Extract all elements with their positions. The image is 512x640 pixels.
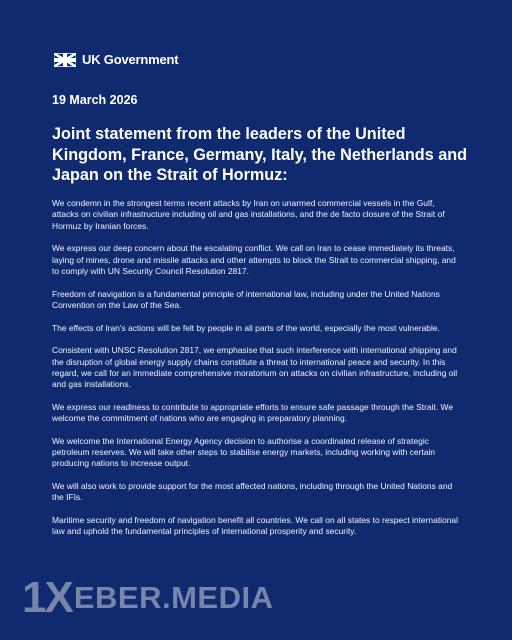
- statement-body: [52, 198, 462, 549]
- watermark-text: EBER.MEDIA: [73, 580, 274, 615]
- paragraph: Freedom of navigation is a fundamental principle of international law, including under the United Nations Convention on the Law of the Sea.: [52, 288, 440, 310]
- paragraph: We will also work to provide support for the most affected nations, including through the United Nations and the IFIs.: [52, 481, 453, 503]
- statement-title: Joint statement from the leaders of the United Kingdom, France, Germany, Italy, the Netherlands and Japan on the Strait of Hormuz:: [52, 125, 467, 184]
- union-flag-icon: [54, 53, 76, 67]
- uk-government-logo[interactable]: [54, 52, 178, 67]
- paragraph: Consistent with UNSC Resolution 2817, we emphasise that such interference with international shipping and the disruption of global energy supply chains constitute a threat to international peace and security. In this regard, we call for an immediate comprehensive moratorium on attacks on civilian infrastructure, including oil and gas installations.: [52, 345, 458, 390]
- watermark: [22, 570, 273, 626]
- paragraph: We welcome the International Energy Agency decision to authorise a coordinated release of strategic petroleum reserves. We will take other steps to stabilise energy markets, including working with certain producing nations to increase output.: [52, 435, 435, 469]
- paragraph: Maritime security and freedom of navigation benefit all countries. We call on all states to respect international law and uphold the fundamental principles of international prosperity and security.: [52, 515, 458, 537]
- statement-date: 19 March 2026: [52, 93, 138, 107]
- paragraph: We condemn in the strongest terms recent attacks by Iran on unarmed commercial vessels in the Gulf, attacks on civilian infrastructure including oil and gas installations, and the de facto closure of the Strait of Hormuz by Iranian forces.: [52, 198, 445, 231]
- paragraph: We express our deep concern about the escalating conflict. We call on Iran to cease immediately its threats, laying of mines, drone and missile attacks and other attempts to block the Strait to commercial shipping, and to comply with UN Security Council Resolution 2817.: [52, 243, 456, 276]
- paragraph: We express our readiness to contribute to appropriate efforts to ensure safe passage through the Strait. We welcome the commitment of nations who are engaging in preparatory planning.: [52, 401, 454, 424]
- paragraph: The effects of Iran's actions will be felt by people in all parts of the world, especially the most vulnerable.: [52, 322, 440, 333]
- logo-text: UK Government: [82, 52, 179, 67]
- watermark-prefix: 1X: [22, 573, 72, 622]
